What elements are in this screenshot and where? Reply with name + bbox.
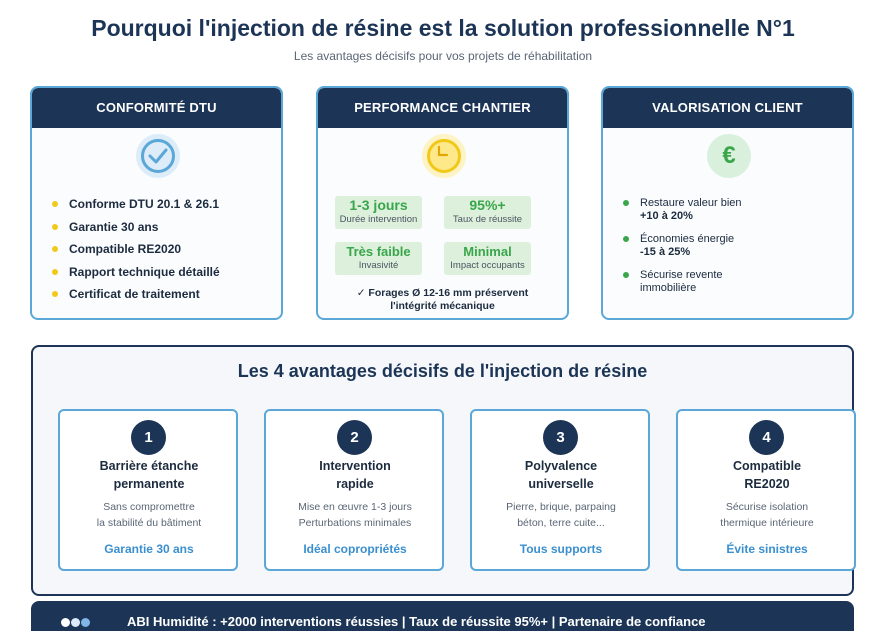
advantage-card — [676, 409, 856, 571]
advantage-number: 2 — [337, 420, 372, 455]
metric-label: Taux de réussite — [452, 214, 523, 225]
desc-line: la stabilité du bâtiment — [96, 517, 202, 529]
dot — [81, 618, 90, 627]
advantage-heading — [66, 457, 232, 493]
list-item-value: +10 à 20% — [640, 210, 693, 222]
metric-duree — [335, 196, 422, 229]
advantage-number: 4 — [749, 420, 784, 455]
dot — [61, 618, 70, 627]
advantage-description — [684, 499, 850, 531]
advantage-number: 1 — [131, 420, 166, 455]
metric-value: 95%+ — [469, 197, 506, 213]
list-item — [623, 269, 742, 295]
advantage-heading — [272, 457, 438, 493]
list-item: Rapport technique détaillé — [52, 264, 220, 287]
list-item-text: Restaure valeur bien — [640, 197, 742, 209]
list-item — [623, 233, 742, 259]
advantage-description — [478, 499, 644, 531]
card-valorisation-client — [601, 86, 854, 320]
client-list — [623, 197, 742, 305]
list-item: Conforme DTU 20.1 & 26.1 — [52, 196, 220, 219]
euro-icon: € — [707, 134, 751, 178]
advantage-highlight: Tous supports — [519, 542, 603, 556]
dots-icon — [61, 614, 91, 631]
advantage-heading — [684, 457, 850, 493]
metric-value: Très faible — [346, 244, 411, 259]
advantage-highlight: Garantie 30 ans — [104, 542, 194, 556]
card-title: PERFORMANCE CHANTIER — [318, 88, 567, 128]
heading-line: universelle — [528, 477, 594, 491]
list-item-value: -15 à 25% — [640, 246, 691, 258]
heading-line: rapide — [336, 477, 374, 491]
heading-line: Intervention — [319, 459, 391, 473]
heading-line: permanente — [113, 477, 185, 491]
card-title: VALORISATION CLIENT — [603, 88, 852, 128]
advantage-card — [58, 409, 238, 571]
metric-invasivite — [335, 242, 422, 275]
heading-line: Compatible — [732, 459, 802, 473]
card-title: CONFORMITÉ DTU — [32, 88, 281, 128]
metric-label: Invasivité — [358, 260, 399, 271]
heading-line: Barrière étanche — [99, 459, 199, 473]
desc-line: Sans compromettre — [103, 501, 195, 513]
card-conformite-dtu — [30, 86, 283, 320]
performance-note — [328, 287, 557, 313]
desc-line: béton, terre cuite... — [517, 517, 605, 529]
list-item: Compatible RE2020 — [52, 241, 220, 264]
desc-line: thermique intérieure — [720, 517, 814, 529]
metric-value: 1-3 jours — [349, 197, 408, 213]
desc-line: Sécurise isolation — [725, 501, 809, 513]
list-item-text: Sécurise revente — [640, 269, 723, 281]
note-line: l'intégrité mécanique — [390, 300, 495, 312]
banner-text: ABI Humidité : +2000 interventions réussies | Taux de réussite 95%+ | Partenaire de confiance — [127, 614, 706, 629]
metric-label: Durée intervention — [339, 214, 418, 225]
advantage-highlight: Évite sinistres — [726, 542, 808, 556]
metric-value: Minimal — [463, 244, 512, 259]
list-item — [623, 197, 742, 223]
advantages-title: Les 4 avantages décisifs de l'injection de résine — [237, 361, 648, 381]
desc-line: Mise en œuvre 1-3 jours — [298, 501, 412, 513]
dot — [71, 618, 80, 627]
page-title: Pourquoi l'injection de résine est la solution professionnelle N°1 — [91, 15, 795, 41]
heading-line: Polyvalence — [524, 459, 598, 473]
advantage-card — [264, 409, 444, 571]
advantage-card — [470, 409, 650, 571]
advantage-number: 3 — [543, 420, 578, 455]
note-line: ✓ Forages Ø 12-16 mm préservent — [356, 287, 529, 299]
page-subtitle: Les avantages décisifs pour vos projets de réhabilitation — [293, 49, 593, 63]
list-item-text: immobilière — [640, 282, 697, 294]
card-performance-chantier — [316, 86, 569, 320]
advantage-heading — [478, 457, 644, 493]
metric-label: Impact occupants — [450, 260, 525, 271]
footer-banner — [31, 601, 854, 631]
metric-taux-reussite — [444, 196, 531, 229]
clock-icon — [422, 134, 466, 178]
desc-line: Perturbations minimales — [298, 517, 412, 529]
dtu-list — [52, 196, 220, 309]
desc-line: Pierre, brique, parpaing — [506, 501, 616, 513]
list-item: Garantie 30 ans — [52, 219, 220, 242]
advantage-highlight: Idéal copropriétés — [303, 542, 407, 556]
advantage-description — [66, 499, 232, 531]
checkmark-circle-icon — [136, 134, 180, 178]
metric-impact-occupants — [444, 242, 531, 275]
heading-line: RE2020 — [744, 477, 790, 491]
list-item-text: Économies énergie — [640, 233, 735, 245]
advantages-section — [31, 345, 854, 596]
list-item: Certificat de traitement — [52, 286, 220, 309]
advantage-description — [272, 499, 438, 531]
